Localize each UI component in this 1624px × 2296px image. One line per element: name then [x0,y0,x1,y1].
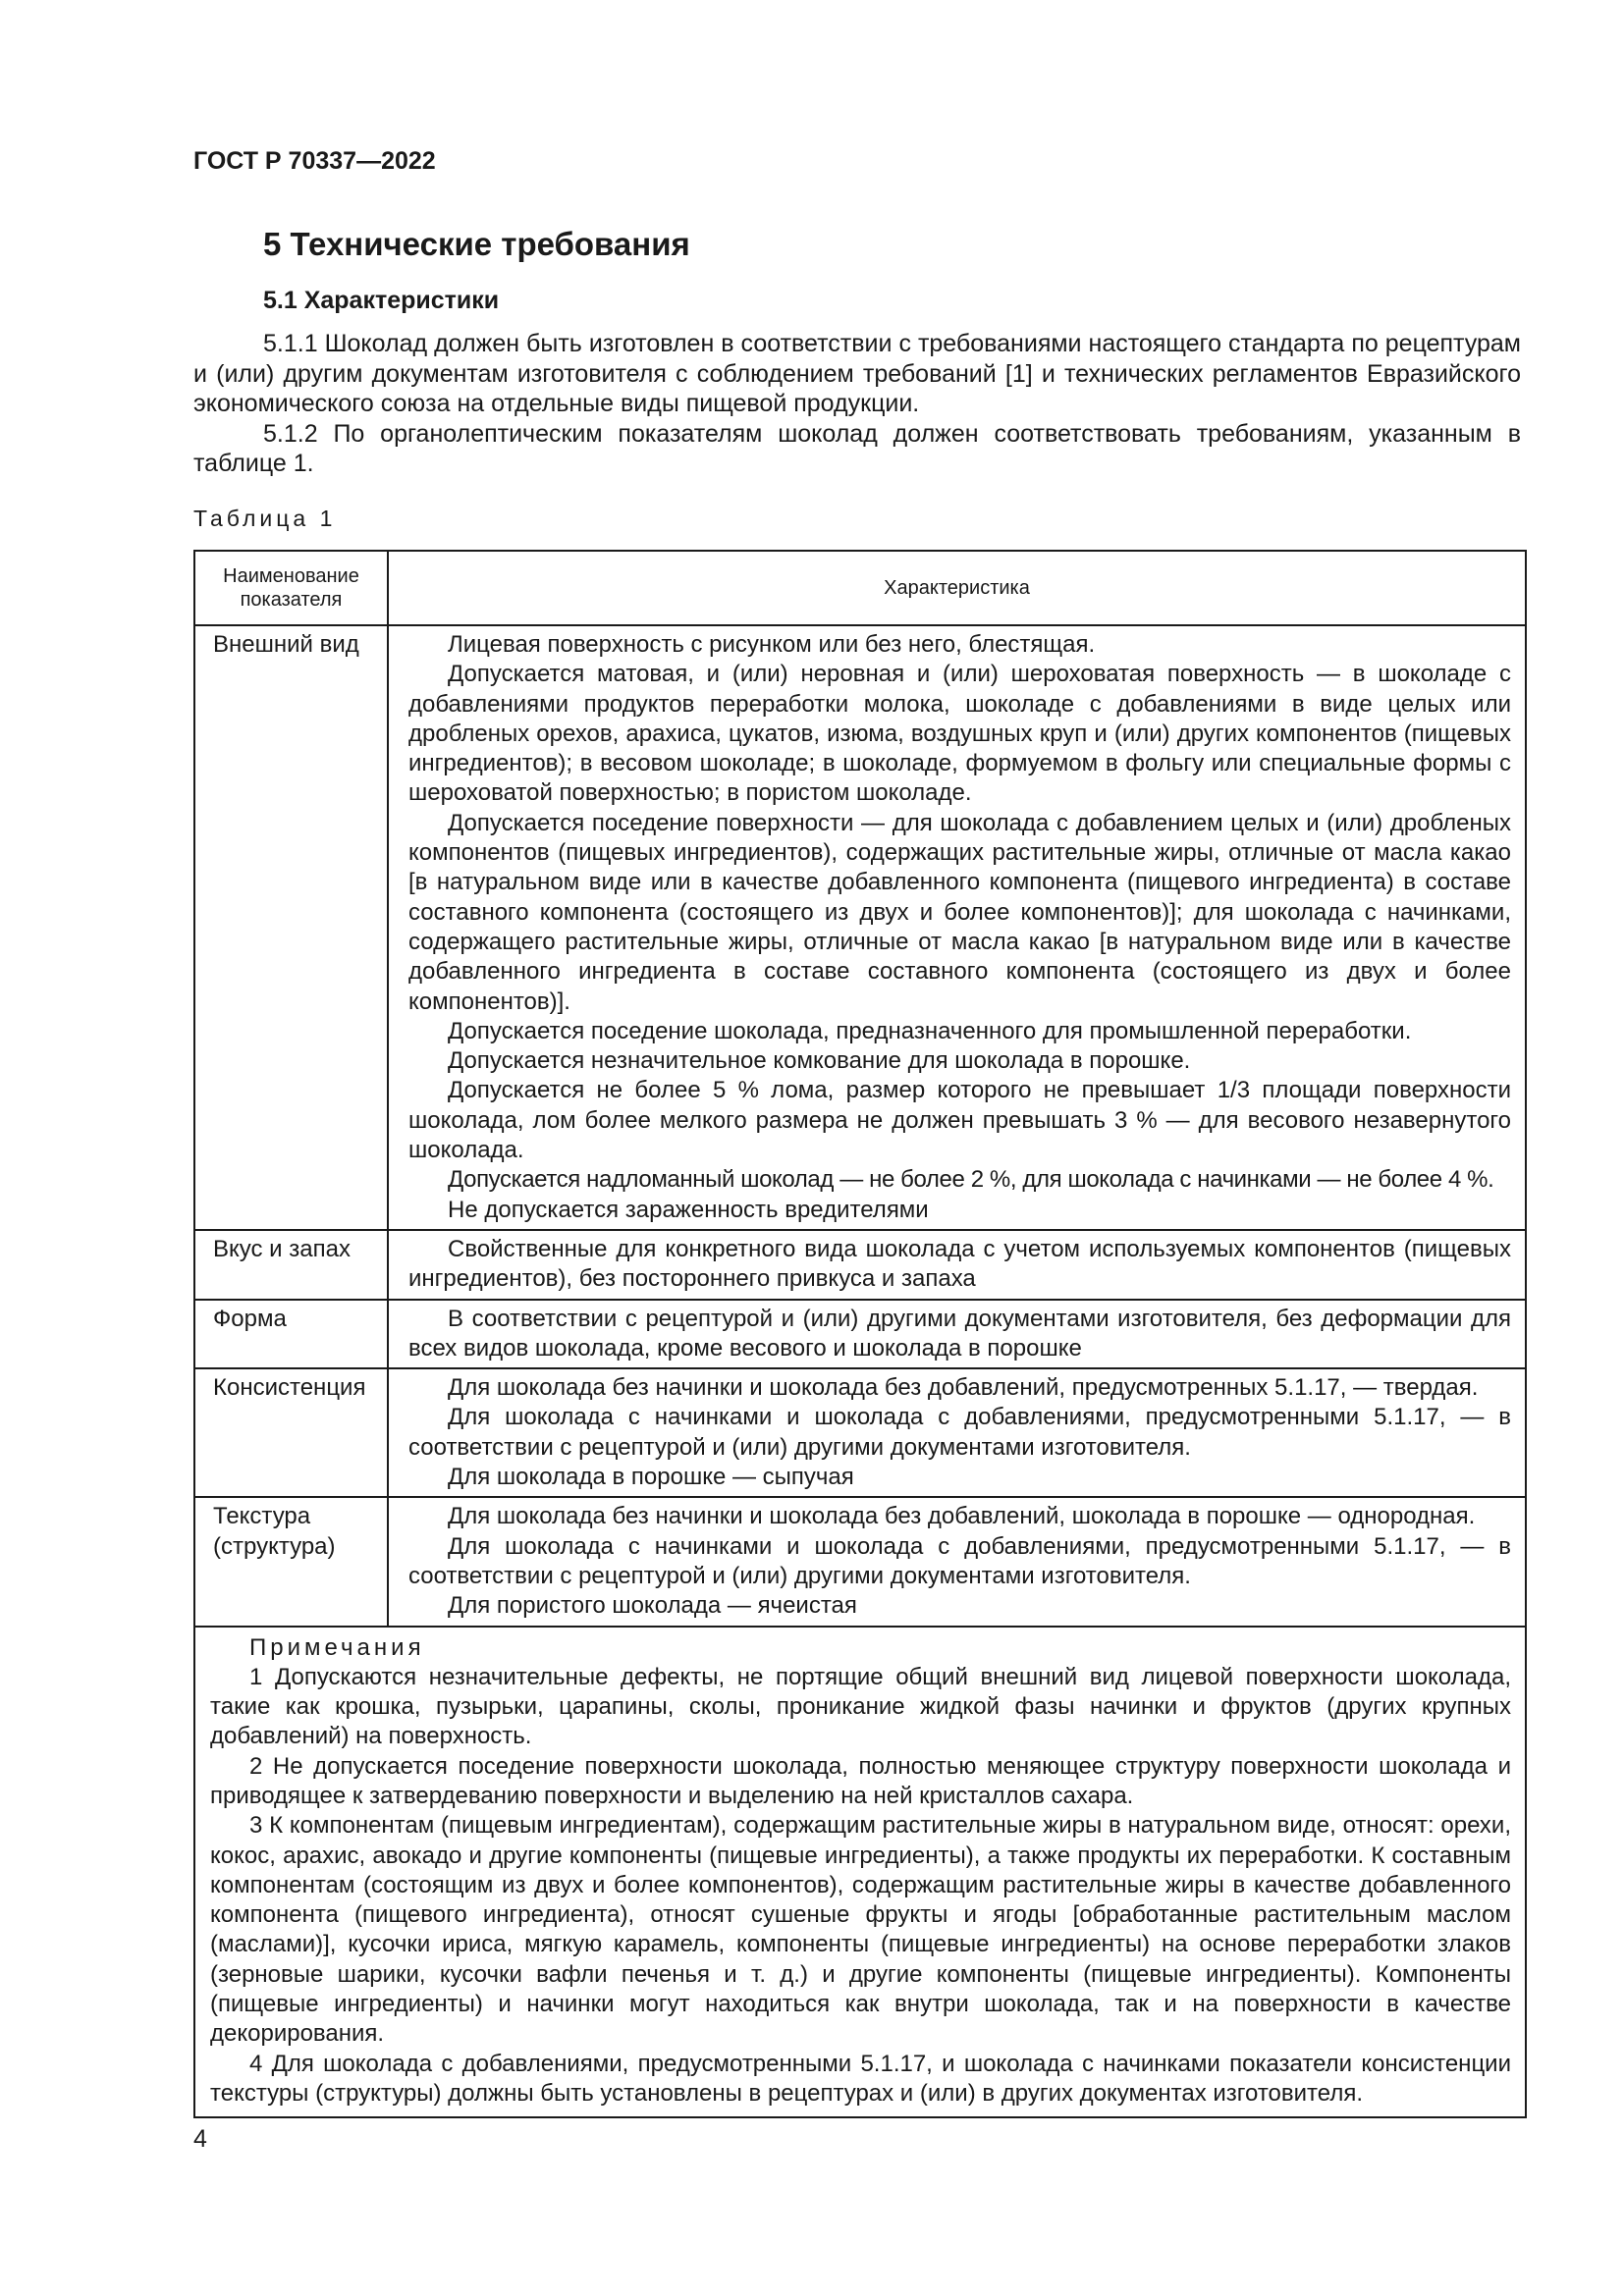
row-name: Внешний вид [194,625,388,1230]
row-line: Допускается незначительное комкование для шоколада в порошке. [448,1047,1191,1075]
table-row [194,1300,1526,1369]
row-line: Для шоколада без начинки и шоколада без добавлений, предусмотренных 5.1.17, — твердая. [448,1374,1479,1402]
row-line: Допускается не более 5 % лома, размер которого не превышает 1/3 площади поверхности шоколада, лом более мелкого размера не должен превышать 3 % — для весового незавернутого шоколада. [408,1077,1511,1164]
row-name: Форма [194,1300,388,1369]
table-row [194,1368,1526,1497]
paragraph-5-1-2: 5.1.2 По органолептическим показателям шоколад должен соответствовать требованиям, указанным в таблице 1. [193,419,1521,477]
organoleptic-table [193,550,1527,2118]
notes-row [194,1627,1526,2118]
notes-title: Примечания [249,1633,425,1661]
table-header-row [194,551,1526,625]
row-line: Допускается надломанный шоколад — не более 2 %, для шоколада с начинками — не более 4 %. [448,1166,1494,1194]
row-characteristic [388,1368,1526,1497]
header-characteristic: Характеристика [388,551,1526,625]
row-line: Не допускается зараженность вредителями [448,1196,929,1223]
subsection-title: 5.1 Характеристики [263,287,500,314]
row-name: Консистенция [194,1368,388,1497]
table-row [194,1230,1526,1300]
row-name: Вкус и запах [194,1230,388,1300]
row-line: Для шоколада с начинками и шоколада с добавлениями, предусмотренными 5.1.17, — в соответствии с рецептурой и (или) другими документами изготовителя. [408,1532,1511,1589]
row-line: Свойственные для конкретного вида шоколада с учетом используемых компонентов (пищевых ингредиентов), без постороннего привкуса и запаха [408,1235,1511,1293]
row-characteristic [388,1300,1526,1369]
page-number: 4 [193,2125,207,2153]
note-item: 3 К компонентам (пищевым ингредиентам), содержащим растительные жиры в натуральном виде, относят: орехи, кокос, арахис, авокадо и другие компоненты (пищевые ингредиенты), а также продукты их переработки. К составным компонентам (состоящим из двух и более компонентов), содержащим растительные жиры в качестве добавленного компонента (пищевого ингредиента), относят сушеные фрукты и ягоды [обработанные растительным маслом (маслами)], кусочки ириса, мягкую карамель, компоненты (пищевые ингредиенты) на основе переработки злаков (зерновые шарики, кусочки вафли печенья и т. д.) и другие компоненты (пищевые ингредиенты). Компоненты (пищевые ингредиенты) и начинки могут находиться как внутри шоколада, так и на поверхности в качестве декорирования. [210,1812,1511,2048]
row-line: Для шоколада в порошке — сыпучая [448,1464,854,1491]
row-line: В соответствии с рецептурой и (или) другими документами изготовителя, без деформации для всех видов шоколада, кроме весового и шоколада в порошке [408,1305,1511,1362]
row-line: Допускается матовая, и (или) неровная и (или) шероховатая поверхность — в шоколаде с добавлениями продуктов переработки молока, шоколаде с добавлениями в виде целых или дробленых орехов, арахиса, цукатов, изюма, воздушных круп и (или) других компонентов (пищевых ингредиентов); в весовом шоколаде; в шоколаде, формуемом в фольгу или специальные формы с шероховатой поверхностью; в пористом шоколаде. [408,661,1511,807]
table-row [194,625,1526,1230]
row-line: Допускается поседение шоколада, предназначенного для промышленной переработки. [448,1017,1412,1044]
header-name: Наименование показателя [194,551,388,625]
section-title: 5 Технические требования [263,226,690,262]
row-characteristic [388,1230,1526,1300]
row-line: Для шоколада с начинками и шоколада с добавлениями, предусмотренными 5.1.17, — в соответствии с рецептурой и (или) другими документами изготовителя. [408,1404,1511,1461]
note-item: 2 Не допускается поседение поверхности шоколада, полностью меняющее структуру поверхности шоколада и приводящее к затвердеванию поверхности и выделению на ней кристаллов сахара. [210,1752,1511,1809]
document-code: ГОСТ Р 70337—2022 [193,147,436,175]
paragraph-5-1-1: 5.1.1 Шоколад должен быть изготовлен в соответствии с требованиями настоящего стандарта по рецептурам и (или) другим документам изготовителя с соблюдением требований [1] и технических регламентов Евразийского экономического союза на отдельные виды пищевой продукции. [193,330,1521,417]
row-line: Допускается поседение поверхности — для шоколада с добавлением целых и (или) дробленых компонентов (пищевых ингредиентов), содержащих растительные жиры, отличные от масла какао [в натуральном виде или в качестве добавленного компонента (пищевого ингредиента) в составе составного компонента (состоящего из двух и более компонентов)]; для шоколада с начинками, содержащего растительные жиры, отличные от масла какао [в натуральном виде или в качестве добавленного ингредиента в составе составного компонента (состоящего из двух и более компонентов)]. [408,809,1511,1015]
row-line: Для шоколада без начинки и шоколада без добавлений, шоколада в порошке — однородная. [448,1503,1476,1530]
row-characteristic [388,1497,1526,1626]
intro-paragraphs [193,329,1521,479]
row-name: Текстура (структура) [194,1497,388,1626]
table-notes [194,1627,1526,2118]
note-item: 1 Допускаются незначительные дефекты, не портящие общий внешний вид лицевой поверхности шоколада, такие как крошка, пузырьки, царапины, сколы, проникание жидкой фазы начинки и фруктов (других крупных добавлений) на поверхность. [210,1663,1511,1750]
table-caption: Таблица 1 [193,506,337,531]
row-characteristic [388,625,1526,1230]
table-row [194,1497,1526,1626]
row-line: Для пористого шоколада — ячеистая [448,1592,857,1620]
row-line: Лицевая поверхность с рисунком или без него, блестящая. [448,631,1096,658]
note-item: 4 Для шоколада с добавлениями, предусмотренными 5.1.17, и шоколада с начинками показатели консистенции текстуры (структуры) должны быть установлены в рецептурах и (или) в других документах изготовителя. [210,2050,1511,2107]
